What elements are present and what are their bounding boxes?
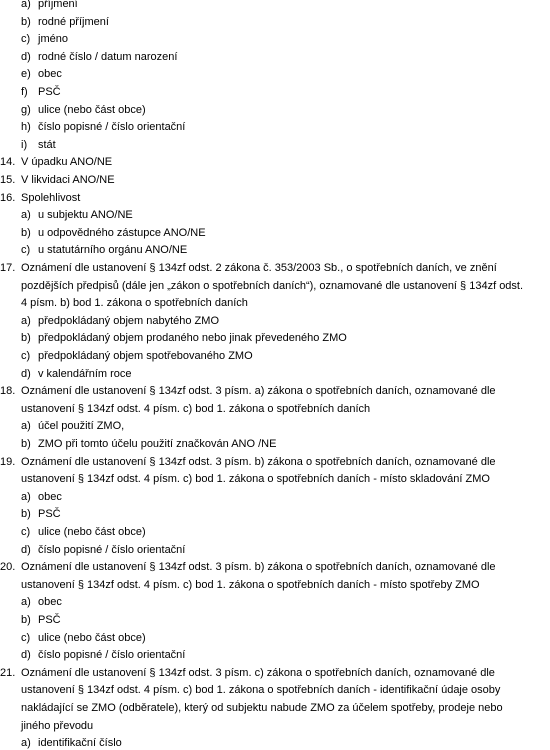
sub-item-letter: a) [21, 737, 31, 750]
sub-item-text: v kalendářním roce [38, 367, 132, 380]
sub-item-text: PSČ [38, 508, 61, 521]
sub-item-text: PSČ [38, 86, 61, 98]
sub-item-letter: a) [21, 596, 31, 609]
sub-item-text: účel použití ZMO, [38, 420, 125, 433]
sub-item-text: číslo popisné / číslo orientační [38, 121, 186, 134]
sub-item-text: obec [38, 490, 62, 503]
item-number: 19. [0, 455, 16, 468]
sub-item-letter: c) [21, 33, 31, 46]
sub-item-letter: b) [21, 508, 31, 521]
sub-item-text: ulice (nebo část obce) [38, 631, 146, 644]
sub-item-letter: c) [21, 526, 31, 538]
sub-item-text: číslo popisné / číslo orientační [38, 543, 186, 556]
sub-item-letter: b) [21, 15, 31, 28]
item-number: 17. [0, 262, 16, 274]
sub-item-letter: i) [21, 138, 28, 151]
item-number: 18. [0, 385, 16, 398]
sub-item-letter: g) [21, 103, 31, 116]
sub-item-text: rodné číslo / datum narození [38, 50, 178, 63]
sub-item-text: předpokládaný objem nabytého ZMO [38, 314, 219, 327]
sub-item-text: číslo popisné / číslo orientační [38, 649, 186, 662]
sub-item-text: u odpovědného zástupce ANO/NE [38, 226, 206, 239]
sub-item-letter: d) [21, 649, 31, 662]
item-number: 20. [0, 561, 16, 574]
sub-item-letter: h) [21, 121, 31, 134]
sub-item-letter: a) [21, 209, 31, 222]
sub-item-text: obec [38, 68, 62, 81]
sub-item-text: jméno [38, 33, 68, 46]
sub-item-letter: d) [21, 367, 31, 380]
sub-item-letter: d) [21, 50, 31, 63]
sub-item-text: PSČ [38, 614, 61, 626]
item-number: 21. [0, 666, 16, 679]
sub-item-letter: e) [21, 68, 31, 81]
sub-item-text: identifikační číslo [38, 737, 122, 750]
item-number: 16. [0, 191, 16, 204]
continuation-text: ustanovení § 134zf odst. 4 písm. c) bod 1. zákona o spotřebních daních [21, 402, 371, 415]
sub-item-letter: c) [21, 350, 31, 362]
sub-item-text: stát [38, 138, 56, 151]
item-text: Spolehlivost [21, 191, 81, 204]
item-number: 15. [0, 174, 16, 186]
sub-item-letter: f) [21, 86, 28, 98]
sub-item-text: ZMO při tomto účelu použití značkován ANO /NE [38, 438, 277, 450]
sub-item-letter: c) [21, 244, 31, 257]
sub-item-letter: b) [21, 226, 31, 239]
continuation-text: jiného převodu [21, 719, 94, 732]
item-text: Oznámení dle ustanovení § 134zf odst. 3 písm. b) zákona o spotřebních daních, oznamované dle [21, 455, 496, 468]
item-text: Oznámení dle ustanovení § 134zf odst. 3 písm. c) zákona o spotřebních daních, oznamované dle [21, 666, 495, 679]
continuation-text: ustanovení § 134zf odst. 4 písm. c) bod 1. zákona o spotřebních daních - místo spotřeby ZMO [21, 578, 480, 591]
sub-item-text: příjmení [38, 0, 78, 10]
sub-item-letter: a) [21, 490, 31, 503]
item-text: Oznámení dle ustanovení § 134zf odst. 3 písm. a) zákona o spotřebních daních, oznamované dle [21, 385, 496, 398]
sub-item-letter: b) [21, 332, 31, 345]
sub-item-text: rodné příjmení [38, 15, 109, 28]
continuation-text: 4 písm. b) bod 1. zákona o spotřebních daních [21, 297, 248, 310]
continuation-text: ustanovení § 134zf odst. 4 písm. c) bod 1. zákona o spotřebních daních - identifikační údaje osoby [21, 684, 501, 697]
sub-item-letter: a) [21, 314, 31, 327]
item-text: Oznámení dle ustanovení § 134zf odst. 2 zákona č. 353/2003 Sb., o spotřebních daních, ve znění [21, 262, 497, 274]
sub-item-letter: c) [21, 631, 31, 644]
sub-item-letter: b) [21, 438, 31, 450]
sub-item-text: předpokládaný objem prodaného nebo jinak převedeného ZMO [38, 332, 347, 345]
item-text: V úpadku ANO/NE [21, 156, 113, 169]
sub-item-letter: a) [21, 420, 31, 433]
sub-item-letter: b) [21, 614, 31, 626]
sub-item-letter: a) [21, 0, 31, 10]
sub-item-text: obec [38, 596, 62, 609]
sub-item-letter: d) [21, 543, 31, 556]
sub-item-text: u statutárního orgánu ANO/NE [38, 244, 188, 257]
continuation-text: pozdějších předpisů (dále jen „zákon o spotřebních daních“), oznamované dle ustanovení § 134zf odst. [21, 279, 524, 292]
sub-item-text: ulice (nebo část obce) [38, 526, 146, 538]
sub-item-text: u subjektu ANO/NE [38, 209, 133, 222]
item-number: 14. [0, 156, 16, 169]
item-text: V likvidaci ANO/NE [21, 174, 115, 186]
sub-item-text: předpokládaný objem spotřebovaného ZMO [38, 350, 253, 362]
continuation-text: ustanovení § 134zf odst. 4 písm. c) bod 1. zákona o spotřebních daních - místo skladování ZMO [21, 473, 490, 486]
sub-item-text: ulice (nebo část obce) [38, 103, 146, 116]
continuation-text: nakládající se ZMO (odběratele), který od subjektu nabude ZMO za účelem spotřeby, prodeje nebo [21, 702, 503, 714]
item-text: Oznámení dle ustanovení § 134zf odst. 3 písm. b) zákona o spotřebních daních, oznamované dle [21, 561, 496, 574]
